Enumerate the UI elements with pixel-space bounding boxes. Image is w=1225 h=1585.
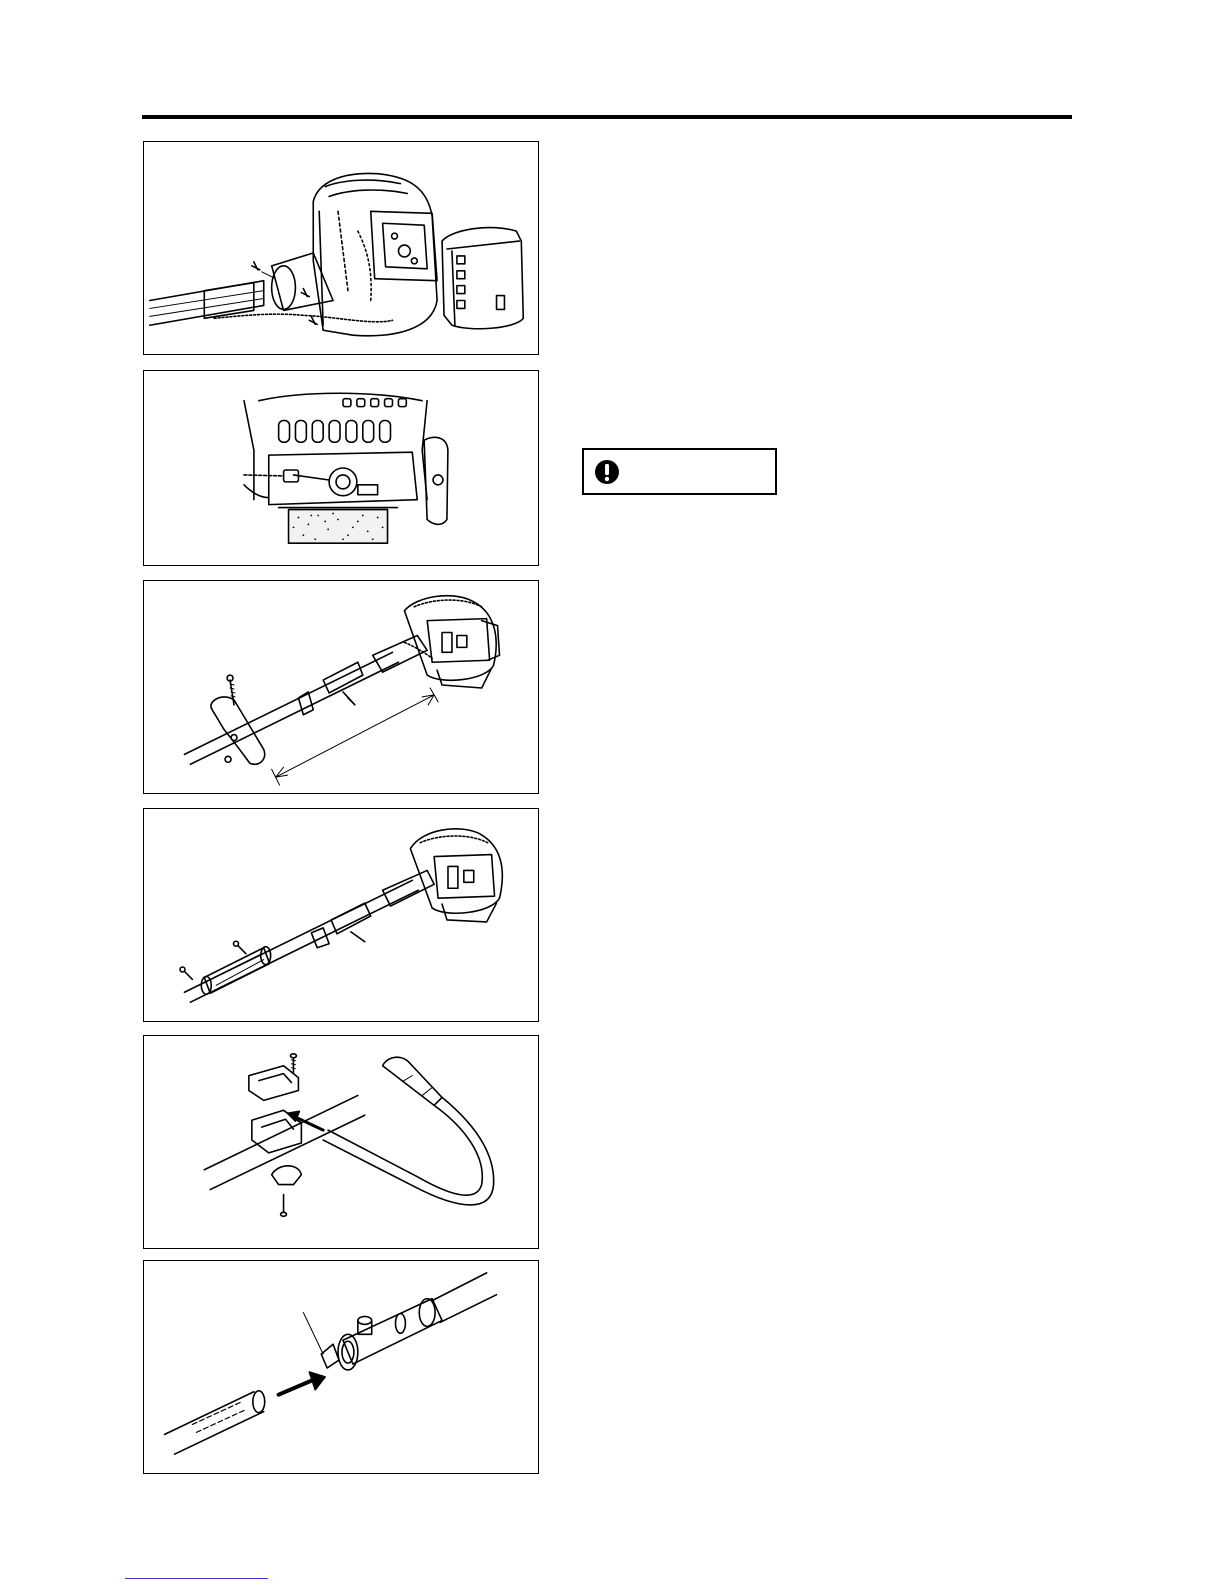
figure-handle-distance [143,580,539,794]
figure-loop-handle-clamp [143,1035,539,1249]
figure-engine-cover [143,141,539,355]
figure-carburetor [143,370,539,566]
figure-shaft-grips [143,808,539,1022]
exclamation-icon [594,459,620,485]
notice-box [582,448,777,495]
figure-shaft-coupler [143,1260,539,1474]
footer-underline [125,1578,268,1579]
header-rule [142,115,1072,119]
